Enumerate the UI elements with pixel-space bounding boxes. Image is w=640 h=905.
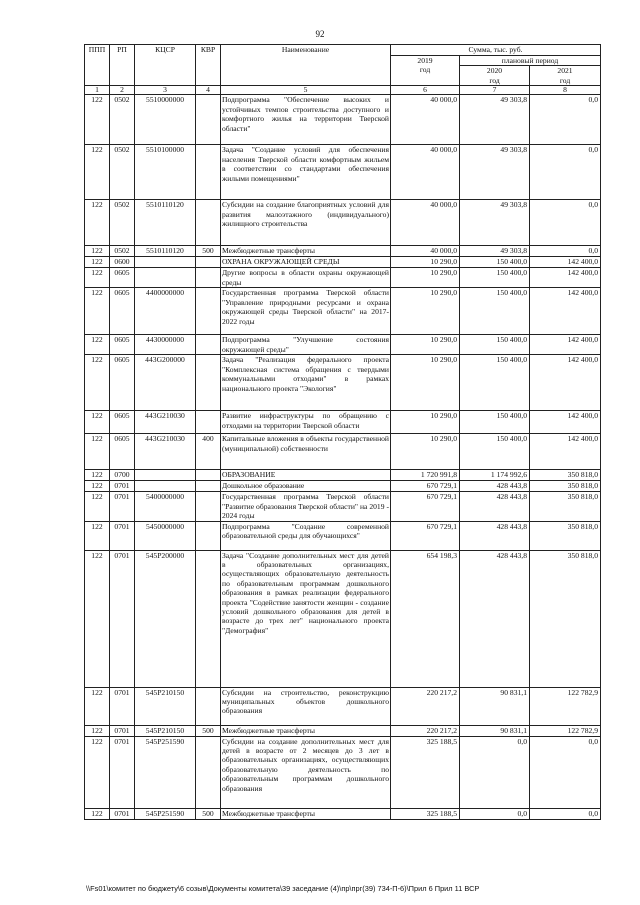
rp-cell: 0502 [110,200,135,246]
table-row [85,550,601,687]
name-cell: Подпрограмма "Создание современной образовательной среды для обучающихся" [221,521,391,550]
kvr-cell [196,411,221,434]
kvr-cell [196,145,221,200]
kcsr-cell: 545P251590 [135,736,196,808]
kcsr-cell [135,481,196,492]
col-num-3: 3 [135,86,196,95]
value-2019-cell: 325 188,5 [391,808,460,819]
value-2021-cell: 142 400,0 [530,257,601,268]
name-cell: Подпрограмма "Обеспечение высоких и устойчивых темпов строительства доступного и комфортного жилья на территории Тверской области" [221,95,391,145]
value-2019-cell: 220 217,2 [391,687,460,725]
kvr-cell [196,257,221,268]
ppp-cell: 122 [85,246,110,257]
rp-cell: 0502 [110,246,135,257]
value-2021-cell: 0,0 [530,95,601,145]
kcsr-cell: 545P251590 [135,808,196,819]
value-2019-cell: 670 729,1 [391,492,460,521]
kvr-cell [196,550,221,687]
value-2020-cell: 150 400,0 [460,335,530,355]
value-2021-cell: 122 782,9 [530,725,601,736]
value-2020-cell: 1 174 992,6 [460,470,530,481]
name-cell: Задача "Создание условий для обеспечения населения Тверской области комфортным жильем в соответствии со стандартами обеспечения жилыми помещениями" [221,145,391,200]
rp-cell: 0502 [110,95,135,145]
value-2021-cell: 0,0 [530,808,601,819]
ppp-cell: 122 [85,521,110,550]
rp-cell: 0502 [110,145,135,200]
value-2020-cell: 150 400,0 [460,411,530,434]
file-path-footer: \\Fs01\комитет по бюджету\6 созыв\Документы комитета\39 заседание (4)\пр\прг(39) 734-П-6)\Прил 6 Прил 11 ВСР [86,884,480,893]
name-cell: ОБРАЗОВАНИЕ [221,470,391,481]
rp-cell: 0701 [110,521,135,550]
kcsr-cell: 5510110120 [135,200,196,246]
kvr-cell: 500 [196,246,221,257]
value-2021-cell: 142 400,0 [530,355,601,411]
name-cell: Задача "Создание дополнительных мест для детей в образовательных организациях, осуществляющих образовательную деятельность по образовательным программам дошкольного образования в рамках реализации федерального проекта "Содействие занятости женщин - создание условий дошкольного образования для детей в возрасте до трех лет" национального проекта "Демография" [221,550,391,687]
header-2021: 2021 год [530,66,601,86]
table-row [85,335,601,355]
name-cell: Подпрограмма "Улучшение состояния окружающей среды" [222,335,389,354]
kvr-cell [196,355,221,411]
ppp-cell: 122 [85,288,110,335]
header-name: Наименование [221,45,391,86]
value-2020-cell: 428 443,8 [460,481,530,492]
rp-cell: 0600 [110,257,135,268]
value-2020-cell: 428 443,8 [460,550,530,687]
value-2019-cell: 670 729,1 [391,481,460,492]
kvr-cell: 400 [196,434,221,470]
kvr-cell [196,200,221,246]
value-2021-cell: 142 400,0 [530,411,601,434]
table-row [85,288,601,335]
table-row [85,145,601,200]
value-2021-cell: 350 818,0 [530,481,601,492]
name-cell: Развитие инфраструктуры по обращению с отходами на территории Тверской области [221,411,391,434]
table-row [85,725,601,736]
value-2019-cell: 10 290,0 [391,434,460,470]
value-2020-cell: 150 400,0 [460,355,530,411]
value-2019-cell: 220 217,2 [391,725,460,736]
value-2019-cell: 1 720 991,8 [391,470,460,481]
value-2019-cell: 10 290,0 [391,411,460,434]
value-2020-cell: 0,0 [460,736,530,808]
kcsr-cell: 443G210030 [135,411,196,434]
ppp-cell: 122 [85,335,110,355]
value-2020-cell: 428 443,8 [460,492,530,521]
value-2020-cell: 150 400,0 [460,434,530,470]
table-row [85,687,601,725]
name-cell: Субсидии на создание дополнительных мест для детей в возрасте от 2 месяцев до 3 лет в образовательных организациях, осуществляющих образовательную деятельность по образовательным программам дошкольного образования [221,736,391,808]
name-cell: Дошкольное образование [221,481,391,492]
table-row [85,521,601,550]
name-cell: Межбюджетные трансферты [221,725,391,736]
kcsr-cell [135,257,196,268]
kvr-cell [196,687,221,725]
table-row [85,257,601,268]
ppp-cell: 122 [85,687,110,725]
value-2021-cell: 142 400,0 [530,288,601,335]
table-row [85,470,601,481]
kcsr-cell: 5510100000 [135,145,196,200]
name-cell: Государственная программа Тверской области "Развитие образования Тверской области" на 2019 - 2024 годы [222,492,389,521]
ppp-cell: 122 [85,268,110,288]
col-num-8: 8 [530,86,601,95]
value-2020-cell: 0,0 [460,808,530,819]
table-row [85,246,601,257]
value-2020-cell: 90 831,1 [460,725,530,736]
col-num-4: 4 [196,86,221,95]
value-2021-cell: 350 818,0 [530,492,601,521]
kvr-cell [196,521,221,550]
col-num-2: 2 [110,86,135,95]
value-2020-cell: 49 303,8 [460,246,530,257]
ppp-cell: 122 [85,736,110,808]
header-sum: Сумма, тыс. руб. [391,45,601,56]
kcsr-cell: 4400000000 [135,288,196,335]
ppp-cell: 122 [85,355,110,411]
kcsr-cell [135,470,196,481]
value-2021-cell: 142 400,0 [530,335,601,355]
table-row [85,268,601,288]
kcsr-cell [135,268,196,288]
rp-cell: 0701 [110,808,135,819]
ppp-cell: 122 [85,481,110,492]
table-row [85,200,601,246]
name-cell: Государственная программа Тверской области "Управление природными ресурсами и охрана окружающей среды Тверской области" на 2017-2022 годы [221,288,391,335]
kcsr-cell: 5400000000 [135,492,196,521]
table-row [85,808,601,819]
table-row [85,481,601,492]
table-row [85,411,601,434]
kcsr-cell: 443G200000 [135,355,196,411]
table-row [85,95,601,145]
value-2020-cell: 150 400,0 [460,257,530,268]
ppp-cell: 122 [85,95,110,145]
value-2019-cell: 670 729,1 [391,521,460,550]
ppp-cell: 122 [85,725,110,736]
value-2019-cell: 325 188,5 [391,736,460,808]
rp-cell: 0605 [110,268,135,288]
rp-cell: 0605 [110,411,135,434]
kvr-cell [196,268,221,288]
value-2021-cell: 122 782,9 [530,687,601,725]
value-2021-cell: 350 818,0 [530,550,601,687]
name-cell: Капитальные вложения в объекты государственной (муниципальной) собственности [221,434,391,470]
kcsr-cell: 545P200000 [135,550,196,687]
value-2020-cell: 49 303,8 [460,145,530,200]
name-cell: Другие вопросы в области охраны окружающей среды [222,268,389,287]
value-2021-cell: 142 400,0 [530,434,601,470]
value-2020-cell: 428 443,8 [460,521,530,550]
value-2020-cell: 49 303,8 [460,95,530,145]
rp-cell: 0605 [110,355,135,411]
rp-cell: 0605 [110,335,135,355]
kvr-cell [196,335,221,355]
name-cell: Субсидии на создание благоприятных условий для развития малоэтажного (индивидуального) жилищного строительства [221,200,391,246]
value-2021-cell: 350 818,0 [530,470,601,481]
kcsr-cell: 443G210030 [135,434,196,470]
ppp-cell: 122 [85,550,110,687]
value-2020-cell: 150 400,0 [460,268,530,288]
value-2021-cell: 350 818,0 [530,521,601,550]
header-planned-period: плановый период [460,56,601,66]
kcsr-cell: 5510110120 [135,246,196,257]
kvr-cell [196,736,221,808]
name-cell: Задача "Реализация федерального проекта "Комплексная система обращения с твердыми коммунальными отходами" в рамках национального проекта "Экология" [221,355,391,411]
col-num-7: 7 [460,86,530,95]
kcsr-cell: 5510000000 [135,95,196,145]
value-2021-cell: 0,0 [530,200,601,246]
column-numbers-row [85,86,601,95]
budget-table [84,44,601,820]
rp-cell: 0700 [110,470,135,481]
col-num-5: 5 [221,86,391,95]
kvr-cell [196,288,221,335]
value-2021-cell: 0,0 [530,246,601,257]
rp-cell: 0701 [110,492,135,521]
value-2020-cell: 90 831,1 [460,687,530,725]
rp-cell: 0701 [110,736,135,808]
name-cell: Межбюджетные трансферты [221,808,391,819]
kvr-cell [196,95,221,145]
kvr-cell [196,481,221,492]
rp-cell: 0605 [110,434,135,470]
kcsr-cell: 545P210150 [135,725,196,736]
value-2019-cell: 10 290,0 [391,268,460,288]
ppp-cell: 122 [85,411,110,434]
ppp-cell: 122 [85,808,110,819]
ppp-cell: 122 [85,200,110,246]
header-ppp: ППП [85,45,110,86]
value-2021-cell: 0,0 [530,145,601,200]
value-2019-cell: 10 290,0 [391,257,460,268]
ppp-cell: 122 [85,470,110,481]
kcsr-cell: 545P210150 [135,687,196,725]
value-2021-cell: 142 400,0 [530,268,601,288]
kvr-cell [196,470,221,481]
value-2020-cell: 49 303,8 [460,200,530,246]
value-2019-cell: 40 000,0 [391,95,460,145]
header-2020: 2020 год [460,66,530,86]
value-2019-cell: 654 198,3 [391,550,460,687]
header-2019: 2019 год [391,56,460,86]
col-num-6: 6 [391,86,460,95]
rp-cell: 0701 [110,725,135,736]
value-2019-cell: 40 000,0 [391,246,460,257]
page-number: 92 [315,29,325,39]
kcsr-cell: 4430000000 [135,335,196,355]
name-cell: Межбюджетные трансферты [221,246,391,257]
table-row [85,434,601,470]
rp-cell: 0701 [110,550,135,687]
name-cell: ОХРАНА ОКРУЖАЮЩЕЙ СРЕДЫ [221,257,391,268]
value-2021-cell: 0,0 [530,736,601,808]
ppp-cell: 122 [85,257,110,268]
kvr-cell [196,492,221,521]
table-row [85,492,601,521]
value-2020-cell: 150 400,0 [460,288,530,335]
value-2019-cell: 40 000,0 [391,200,460,246]
kvr-cell: 500 [196,725,221,736]
value-2019-cell: 10 290,0 [391,355,460,411]
value-2019-cell: 10 290,0 [391,335,460,355]
table-row [85,736,601,808]
value-2019-cell: 10 290,0 [391,288,460,335]
rp-cell: 0701 [110,481,135,492]
ppp-cell: 122 [85,434,110,470]
name-cell: Субсидии на строительство, реконструкцию муниципальных объектов дошкольного образования [221,687,391,725]
ppp-cell: 122 [85,145,110,200]
rp-cell: 0701 [110,687,135,725]
ppp-cell: 122 [85,492,110,521]
value-2019-cell: 40 000,0 [391,145,460,200]
table-row [85,355,601,411]
kvr-cell: 500 [196,808,221,819]
kcsr-cell: 5450000000 [135,521,196,550]
rp-cell: 0605 [110,288,135,335]
col-num-1: 1 [85,86,110,95]
header-rp: РП [110,45,135,86]
header-kvr: КВР [196,45,221,86]
header-kcsr: КЦСР [135,45,196,86]
